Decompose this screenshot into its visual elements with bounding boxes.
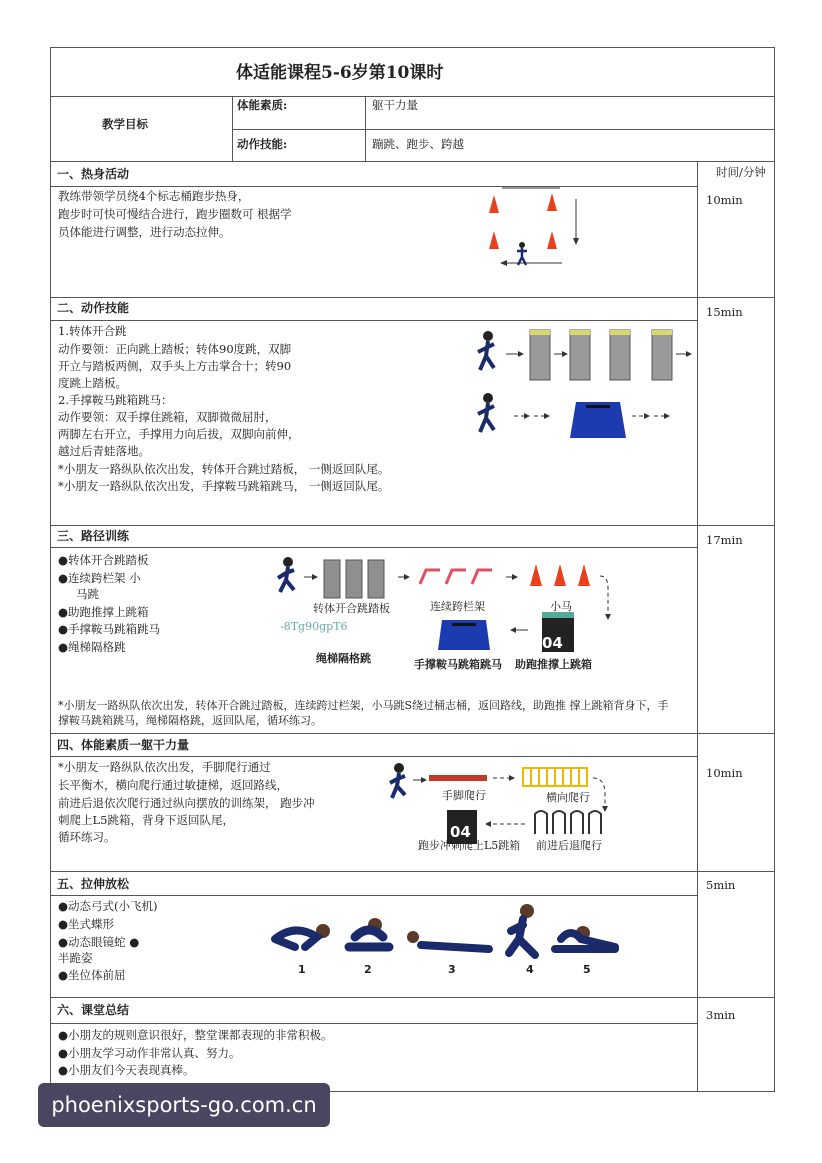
pose-number: 5 <box>583 963 591 976</box>
objectives-label: 教学目标 <box>102 117 148 131</box>
section-title-stretch: 五、拉伸放松 <box>57 877 130 891</box>
cone-icon <box>547 231 557 249</box>
divider <box>50 297 775 298</box>
divider <box>50 871 775 872</box>
balance-beam-icon <box>429 775 487 781</box>
pose-number: 4 <box>526 963 534 976</box>
skills-line: 动作要领：双手撑住跳箱，双脚微微屈肘， <box>58 410 277 424</box>
circuit-caption: 绳梯隔格跳 <box>316 652 371 665</box>
divider <box>232 129 775 130</box>
core-caption: 横向爬行 <box>546 791 590 804</box>
stretch-item: 半跪姿 <box>58 951 93 965</box>
divider <box>50 161 775 162</box>
core-caption: 跑步冲刺爬上L5跳箱 <box>418 839 521 852</box>
circuit-caption: 助跑推撑上跳箱 <box>515 658 592 671</box>
warmup-cone-diagram <box>470 183 600 275</box>
stretch-item: ●坐位体前屈 <box>58 968 126 982</box>
skills-line: 动作要领：正向跳上踏板；转体90度跳，双脚 <box>58 342 292 356</box>
page-title: 体适能课程5-6岁第10课时 <box>236 63 444 83</box>
stretch-item: ●动态眼镜蛇 ● <box>58 935 140 949</box>
warmup-line: 教练带领学员绕4个标志桶跑步热身， <box>58 189 250 203</box>
divider <box>50 895 697 896</box>
pose-number: 2 <box>364 963 372 976</box>
skills-line: *小朋友一路纵队依次出发，转体开合跳过踏板， 一侧返回队尾。 <box>58 462 390 476</box>
divider <box>50 525 775 526</box>
core-caption: 前进后退爬行 <box>536 839 602 852</box>
time-header: 时间/分钟 <box>716 165 766 179</box>
skills-line: 越过后青蛙落地。 <box>58 444 150 458</box>
core-line: 刺爬上L5跳箱，背身下返回队尾， <box>58 813 234 827</box>
cone-icon <box>547 193 557 211</box>
divider <box>365 96 366 161</box>
stretch-item: ●坐式蝶形 <box>58 917 115 931</box>
circuit-note: *小朋友一路纵队依次出发，转体开合跳过踏板，连续跨过栏架，小马跳S绕过桶志桶，返回路线，助跑推 撑上跳箱背身下，手 <box>58 699 669 712</box>
skills-line: 1.转体开合跳 <box>58 324 127 338</box>
section-title-core: 四、体能素质一躯干力量 <box>57 738 190 752</box>
pose-number: 1 <box>298 963 306 976</box>
skills-line: 两脚左右开立，手撑用力向后拔，双脚向前伸， <box>58 427 300 441</box>
divider <box>50 547 697 548</box>
section-title-warmup: 一、热身活动 <box>57 167 130 181</box>
circuit-item: ●转体开合跳踏板 <box>58 553 149 567</box>
section-time-summary: 3min <box>706 1008 736 1022</box>
crawl-frame-icon <box>535 811 601 834</box>
skills-line: 度跳上踏板。 <box>58 376 127 390</box>
warmup-line: 跑步时可快可慢结合进行，跑步圈数可 根据学 <box>58 207 292 221</box>
core-line: 循环练习。 <box>58 830 116 844</box>
core-line: 长平衡木，横向爬行通过敏捷梯，返回路线， <box>58 778 288 792</box>
box-number: 04 <box>450 823 471 841</box>
section-time-stretch: 5min <box>706 878 736 892</box>
warmup-line: 员体能进行调整，进行动态拉伸。 <box>58 225 231 239</box>
circuit-item: 马跳 <box>76 587 99 601</box>
stretch-item: ●动态弓式(小飞机) <box>58 899 158 913</box>
circuit-item: ●绳梯隔格跳 <box>58 640 126 654</box>
box-number: 04 <box>542 634 563 652</box>
circuit-note: 撑鞍马跳箱跳马，绳梯隔格跳，返回队尾，循环练习。 <box>58 714 322 727</box>
section-time-core: 10min <box>706 766 743 780</box>
section-title-summary: 六、课堂总结 <box>57 1003 130 1017</box>
cone-icon <box>530 564 542 586</box>
core-line: 前进后退依次爬行通过纵向摆放的训练架， 跑步冲 <box>58 796 315 810</box>
circuit-caption: -8Tg90gpT6 <box>280 620 348 633</box>
skills-line: *小朋友一路纵队依次出发，手撑鞍马跳箱跳马， 一侧返回队尾。 <box>58 479 390 493</box>
pose-number: 3 <box>448 963 456 976</box>
skills-diagram <box>470 322 700 444</box>
cone-icon <box>489 195 499 213</box>
divider <box>50 756 697 757</box>
circuit-caption: 连续跨栏架 <box>430 600 485 613</box>
skills-line: 2.手撑鞍马跳箱跳马： <box>58 393 173 407</box>
summary-item: ●小朋友们今天表现真棒。 <box>58 1063 195 1077</box>
divider <box>50 320 697 321</box>
motor-skill-value: 蹦跳、跑步、跨越 <box>372 137 464 151</box>
section-time-warmup: 10min <box>706 193 743 207</box>
circuit-caption: 转体开合跳踏板 <box>313 602 390 615</box>
motor-skill-label: 动作技能: <box>237 137 288 151</box>
summary-item: ●小朋友的规则意识很好，整堂课都表现的非常积极。 <box>58 1028 333 1042</box>
section-time-skills: 15min <box>706 305 743 319</box>
core-caption: 手脚爬行 <box>442 789 486 802</box>
divider <box>50 1023 697 1024</box>
skills-line: 开立与踏板两侧，双手头上方击掌合十；转90 <box>58 359 292 373</box>
section-title-skills: 二、动作技能 <box>57 301 130 315</box>
physical-quality-label: 体能素质: <box>237 98 288 112</box>
divider <box>232 96 233 161</box>
time-column-divider <box>697 161 698 1092</box>
summary-item: ●小朋友学习动作非常认真、努力。 <box>58 1046 241 1060</box>
circuit-caption: 小马 <box>550 600 572 613</box>
cone-icon <box>489 231 499 249</box>
cone-icon <box>578 564 590 586</box>
circuit-item: ●连续跨栏架 小 <box>58 571 141 585</box>
section-title-circuit: 三、路径训练 <box>57 529 130 543</box>
core-line: *小朋友一路纵队依次出发，手脚爬行通过 <box>58 760 271 774</box>
circuit-item: ●助跑推撑上跳箱 <box>58 605 149 619</box>
site-watermark: phoenixsports-go.com.cn <box>38 1083 330 1127</box>
section-time-circuit: 17min <box>706 533 743 547</box>
divider <box>50 997 775 998</box>
hurdle-icon <box>420 570 492 584</box>
physical-quality-value: 躯干力量 <box>372 98 418 112</box>
circuit-caption: 手撑鞍马跳箱跳马 <box>414 658 502 671</box>
stretch-poses-illustration <box>265 897 625 963</box>
cone-icon <box>554 564 566 586</box>
circuit-item: ●手撑鞍马跳箱跳马 <box>58 622 161 636</box>
divider <box>50 733 775 734</box>
